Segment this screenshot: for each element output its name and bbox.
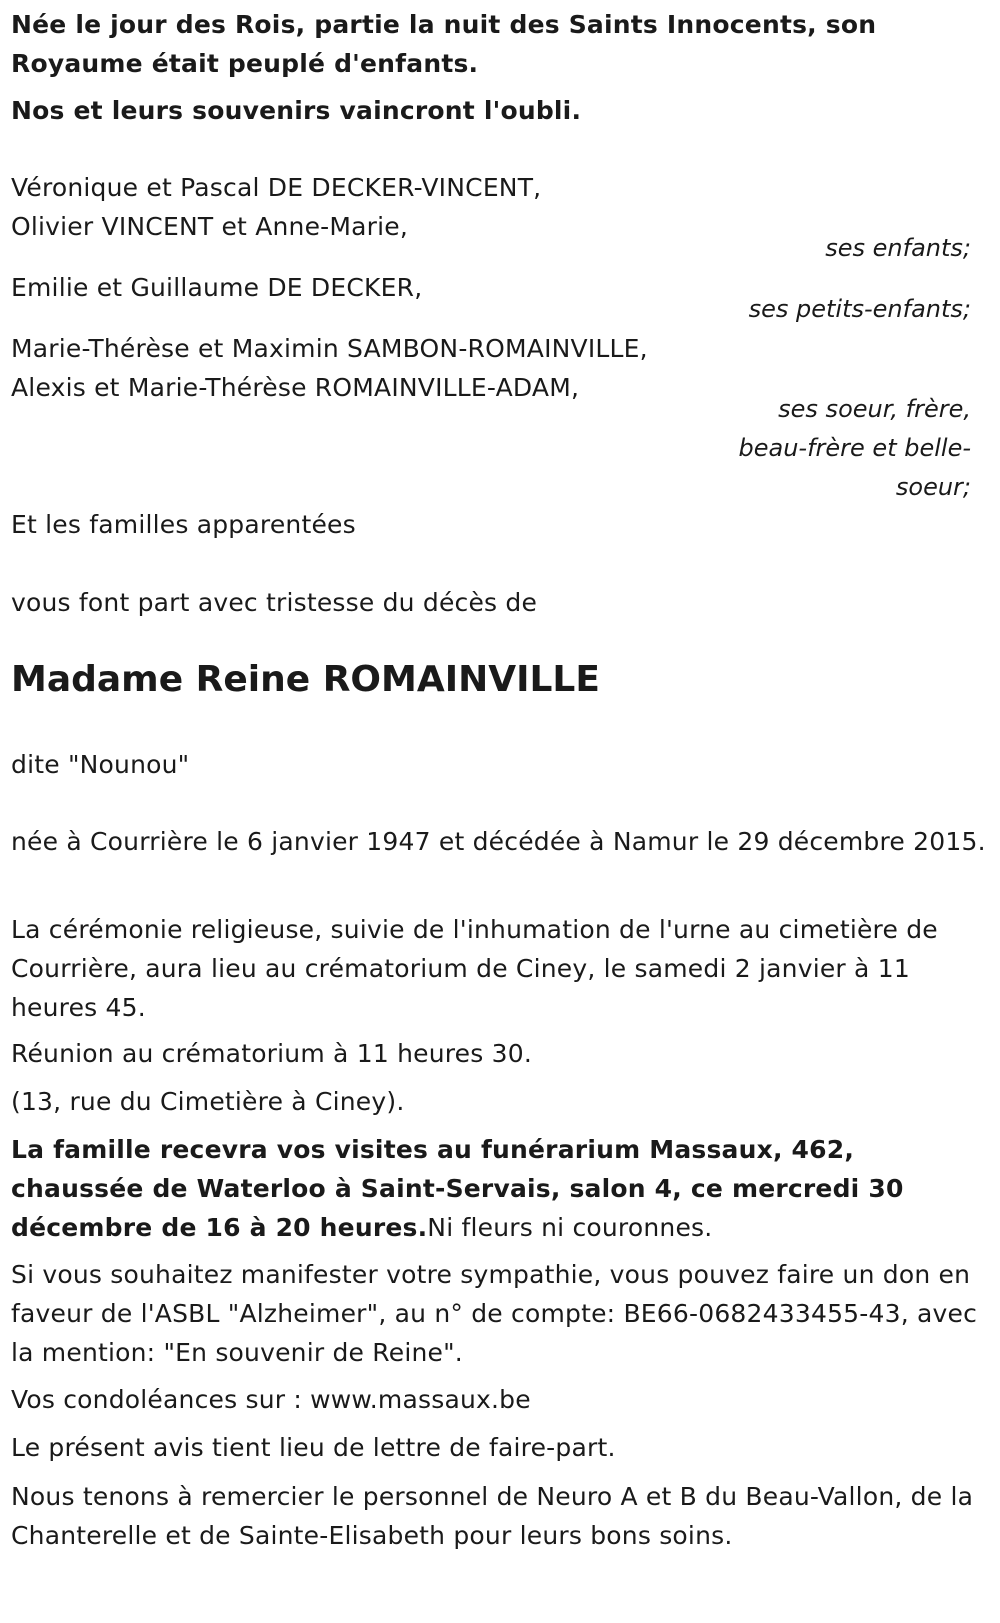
visits-paragraph [11, 1130, 986, 1247]
siblings-relation: ses soeur, frère, beau-frère et belle-soeur; [738, 395, 971, 501]
birth-death-dates: née à Courrière le 6 janvier 1947 et décédée à Namur le 29 décembre 2015. [11, 827, 986, 856]
donation-info: Si vous souhaitez manifester votre sympathie, vous pouvez faire un don en faveur de l'ASBL "Alzheimer", au n° de compte: BE66-0682433455-43, avec la mention: "En souvenir de Reine". [11, 1260, 978, 1367]
ceremony-details: La cérémonie religieuse, suivie de l'inhumation de l'urne au cimetière de Courrière, aura lieu au crématorium de Ciney, le samedi 2 janvier à 11 heures 45. [11, 915, 938, 1022]
children-relation: ses enfants; [825, 234, 971, 262]
epigraph-line-2: Nos et leurs souvenirs vaincront l'oubli. [11, 96, 582, 125]
visits-info: La famille recevra vos visites au funérarium Massaux, 462, chaussée de Waterloo à Saint-Servais, salon 4, ce mercredi 30 décembre de 16 à 20 heures. [11, 1135, 904, 1242]
grandchildren-line: Emilie et Guillaume DE DECKER, [11, 273, 423, 302]
related-families: Et les familles apparentées [11, 510, 356, 539]
announcement: vous font part avec tristesse du décès de [11, 588, 538, 617]
no-flowers-note: Ni fleurs ni couronnes. [427, 1213, 713, 1242]
epigraph-line-1: Née le jour des Rois, partie la nuit des Saints Innocents, son Royaume était peuplé d'enfants. [11, 10, 877, 78]
thanks-message: Nous tenons à remercier le personnel de Neuro A et B du Beau-Vallon, de la Chanterelle et de Sainte-Elisabeth pour leurs bons soins. [11, 1482, 974, 1550]
crematorium-address: (13, rue du Cimetière à Ciney). [11, 1087, 405, 1116]
children-line-1: Véronique et Pascal DE DECKER-VINCENT, [11, 173, 542, 202]
deceased-nickname: dite "Nounou" [11, 750, 190, 779]
grandchildren-relation: ses petits-enfants; [748, 295, 971, 323]
deceased-name: Madame Reine ROMAINVILLE [11, 659, 600, 700]
siblings-line-1: Marie-Thérèse et Maximin SAMBON-ROMAINVILLE, [11, 334, 648, 363]
notice-statement: Le présent avis tient lieu de lettre de faire-part. [11, 1433, 616, 1462]
siblings-line-2: Alexis et Marie-Thérèse ROMAINVILLE-ADAM, [11, 373, 580, 402]
children-line-2: Olivier VINCENT et Anne-Marie, [11, 212, 409, 241]
condolences-link: Vos condoléances sur : www.massaux.be [11, 1385, 531, 1414]
gathering-time: Réunion au crématorium à 11 heures 30. [11, 1039, 532, 1068]
